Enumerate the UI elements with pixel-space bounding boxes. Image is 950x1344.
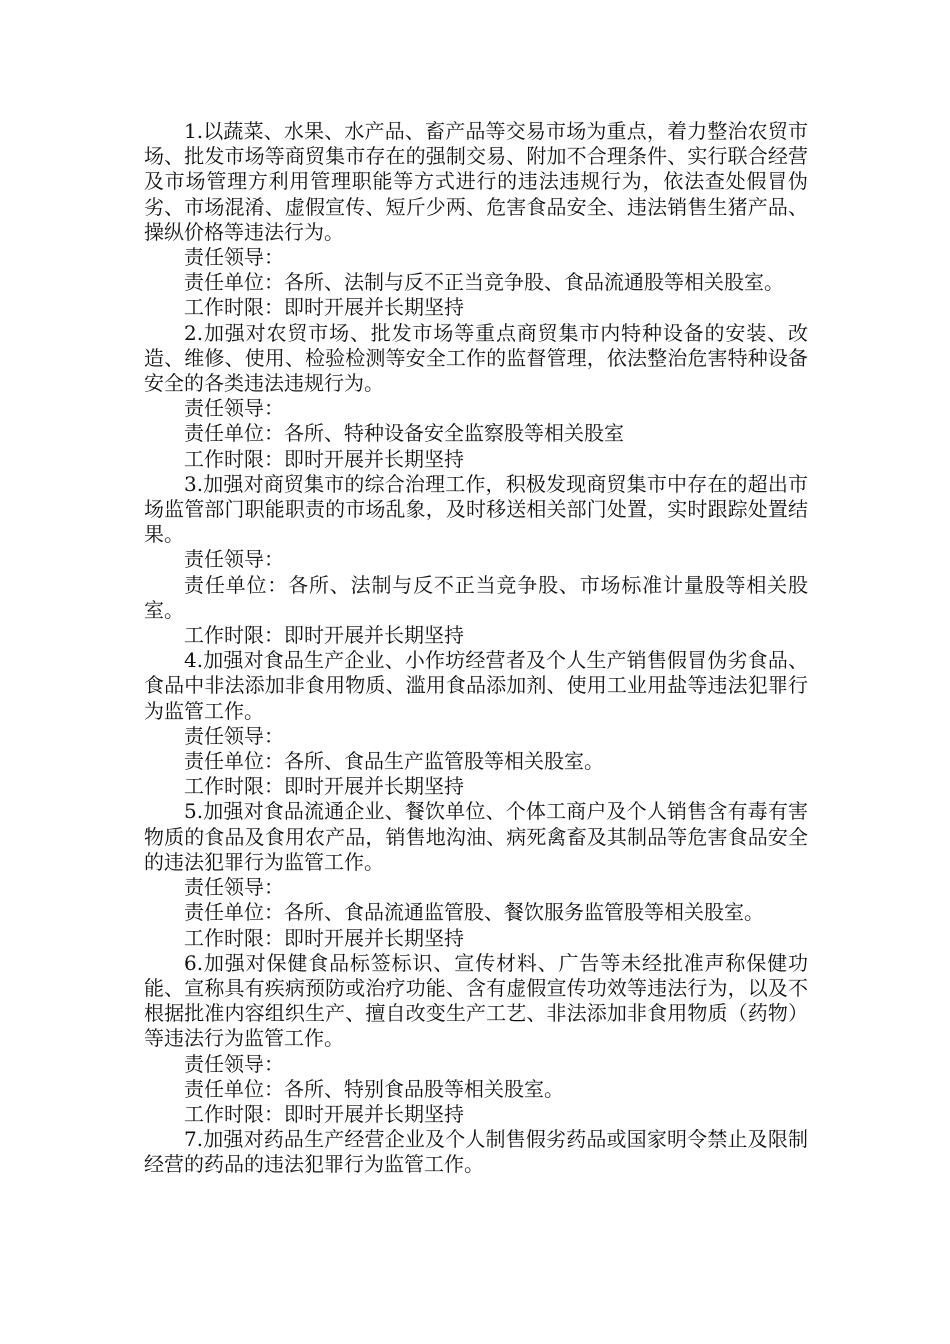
responsible-leader-4: 责任领导： (184, 723, 284, 748)
responsible-unit-4: 责任单位：各所、食品生产监管股等相关股室。 (184, 749, 604, 774)
work-deadline-2: 工作时限：即时开展并长期坚持 (184, 446, 464, 471)
paragraph-item-3: 3.加强对商贸集市的综合治理工作，积极发现商贸集市中存在的超出市场监管部门职能职责的市场乱象，及时移送相关部门处置，实时跟踪处置结果。 (144, 471, 808, 547)
work-deadline-4: 工作时限：即时开展并长期坚持 (184, 774, 464, 799)
work-deadline-3: 工作时限：即时开展并长期坚持 (184, 623, 464, 648)
responsible-unit-1: 责任单位：各所、法制与反不正当竞争股、食品流通股等相关股室。 (184, 270, 784, 295)
responsible-unit-3: 责任单位：各所、法制与反不正当竞争股、市场标准计量股等相关股室。 (144, 572, 808, 622)
work-deadline-6: 工作时限：即时开展并长期坚持 (184, 1101, 464, 1126)
responsible-leader-2: 责任领导： (184, 396, 284, 421)
paragraph-item-5: 5.加强对食品流通企业、餐饮单位、个体工商户及个人销售含有毒有害物质的食品及食用农产品，销售地沟油、病死禽畜及其制品等危害食品安全的违法犯罪行为监管工作。 (144, 799, 808, 874)
responsible-leader-5: 责任领导： (184, 875, 284, 900)
work-deadline-1: 工作时限：即时开展并长期坚持 (184, 295, 464, 320)
paragraph-item-1: 1.以蔬菜、水果、水产品、畜产品等交易市场为重点，着力整治农贸市场、批发市场等商贸集市存在的强制交易、附加不合理条件、实行联合经营及市场管理方利用管理职能等方式进行的违法违规行为，依法查处假冒伪劣、市场混淆、虚假宣传、短斤少两、危害食品安全、违法销售生猪产品、操纵价格等违法行为。 (144, 119, 808, 244)
paragraph-item-6: 6.加强对保健食品标签标识、宣传材料、广告等未经批准声称保健功能、宣称具有疾病预防或治疗功能、含有虚假宣传功效等违法行为，以及不根据批准内容组织生产、擅自改变生产工艺、非法添加非食用物质（药物）等违法行为监管工作。 (144, 950, 808, 1051)
responsible-leader-6: 责任领导： (184, 1051, 284, 1076)
document-body (144, 119, 808, 1178)
paragraph-item-4: 4.加强对食品生产企业、小作坊经营者及个人生产销售假冒伪劣食品、食品中非法添加非食用物质、滥用食品添加剂、使用工业用盐等违法犯罪行为监管工作。 (144, 648, 808, 723)
responsible-unit-6: 责任单位：各所、特别食品股等相关股室。 (184, 1076, 564, 1101)
responsible-unit-2: 责任单位：各所、特种设备安全监察股等相关股室 (184, 421, 624, 446)
responsible-unit-5: 责任单位：各所、食品流通监管股、餐饮服务监管股等相关股室。 (184, 900, 764, 925)
paragraph-item-7: 7.加强对药品生产经营企业及个人制售假劣药品或国家明令禁止及限制经营的药品的违法犯罪行为监管工作。 (144, 1127, 808, 1177)
work-deadline-5: 工作时限：即时开展并长期坚持 (184, 925, 464, 950)
paragraph-item-2: 2.加强对农贸市场、批发市场等重点商贸集市内特种设备的安装、改造、维修、使用、检验检测等安全工作的监督管理，依法整治危害特种设备安全的各类违法违规行为。 (144, 320, 808, 396)
responsible-leader-1: 责任领导： (184, 245, 284, 270)
responsible-leader-3: 责任领导： (184, 547, 284, 572)
